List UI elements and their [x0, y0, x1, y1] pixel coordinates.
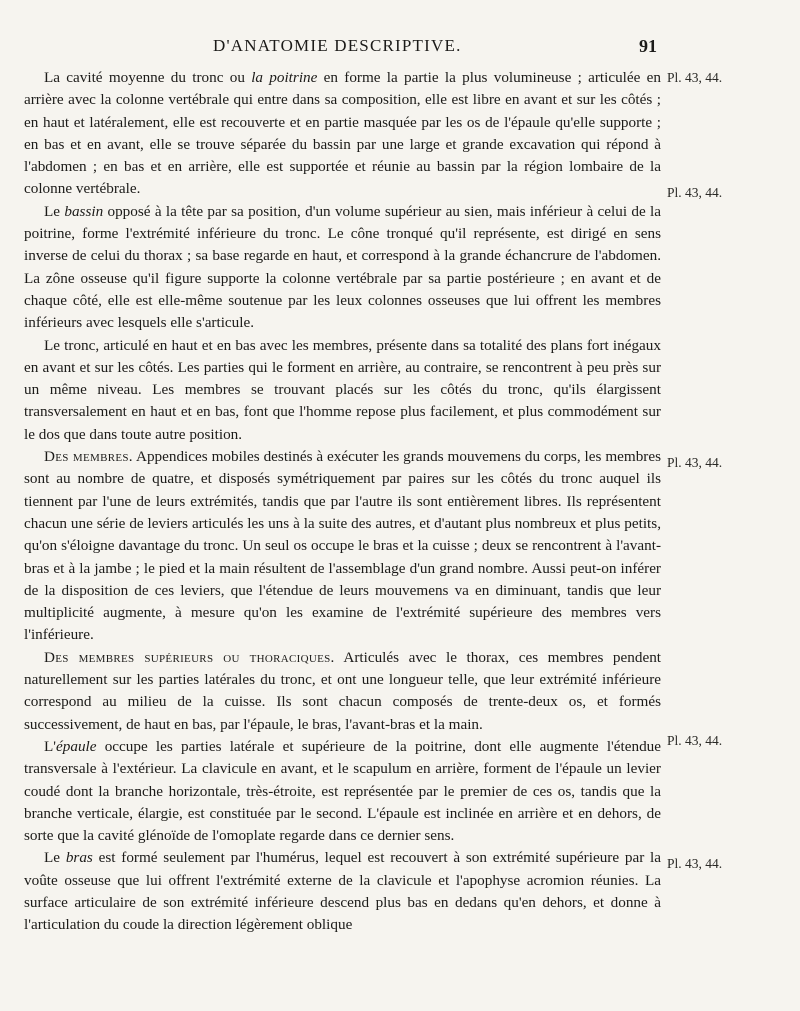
- paragraph-membres: [24, 446, 661, 647]
- term-poitrine: la poitrine: [251, 69, 318, 86]
- term-epaule: épaule: [56, 737, 97, 755]
- running-title: D'ANATOMIE DESCRIPTIVE.: [213, 36, 462, 55]
- margin-plate-reference: Pl. 43, 44.: [667, 455, 723, 470]
- section-heading-membres-superieurs: Des membres supérieurs ou thoraciques.: [44, 648, 335, 666]
- body-text: [24, 67, 661, 937]
- paragraph-text: en forme la partie la plus volumineuse ; articulée en arrière avec la colonne vertébrale qui entre dans sa composition, elle est libre en avant et sur les côtés ; en haut et latéralement, elle est recouverte et en partie masquée par les os de l'épaule qu'elle supporte ; en bas et en avant, elle se trouve séparée du bassin par une large et grande excavation qui répond à l'abdomen ; en bas et en arrière, elle est supportée et réunie au bassin par la région lombaire de la colonne vertébrale.: [24, 69, 661, 198]
- margin-plate-reference: Pl. 43, 44.: [667, 70, 723, 85]
- paragraph-tronc: [24, 335, 661, 446]
- margin-plate-reference: Pl. 43, 44.: [667, 185, 723, 200]
- paragraph-bras: [24, 847, 661, 936]
- paragraph-epaule: [24, 736, 661, 847]
- paragraph-lead: Le: [44, 849, 66, 867]
- paragraph-text: Appendices mobiles destinés à exécuter les grands mouvemens du corps, les membres sont au nombre de quatre, et disposés symétriquement par paires sur les côtés du tronc auquel ils tiennent par l'une de leurs extrémités, tandis que par l'autre ils sont entièrement libres. Ils représentent chacun une série de leviers articulés les uns à la suite des autres, et d'autant plus nombreux et plus petits, qu'on s'éloigne davantage du tronc. Un seul os occupe le bras et la cuisse ; deux se rencontrent à l'avant-bras et à la jambe ; le pied et la main résultent de l'assemblage d'un grand nombre. Aussi peut-on inférer de la disposition de ces leviers, que l'étendue de leurs mouvemens va en diminuant, tandis que leur multiplicité augmente, à mesure qu'on les examine de l'extrémité supérieure des membres vers l'inférieure.: [24, 448, 661, 644]
- paragraph-lead: Le: [44, 202, 65, 220]
- section-heading-membres: Des membres.: [44, 448, 133, 466]
- paragraph-bassin: [24, 201, 661, 335]
- margin-plate-reference: Pl. 43, 44.: [667, 733, 723, 748]
- paragraph-text: opposé à la tête par sa position, d'un volume supérieur au sien, mais inférieur à celui de la poitrine, forme l'extrémité inférieure du tronc. Le cône tronqué qu'il représente, est dirigé en sens inverse de celui du thorax ; sa base regarde en haut, et correspond à la grande échancrure de l'abdomen. La zône osseuse qu'il figure supporte la colonne vertébrale par sa partie postérieure ; en avant et de chaque côté, elle est elle-même soutenue par les leux colonnes osseuses que lui offrent les membres inférieurs avec lesquels elle s'articule.: [24, 202, 661, 332]
- page-number: 91: [639, 36, 657, 56]
- term-bassin: bassin: [64, 202, 104, 220]
- paragraph-text: Le tronc, articulé en haut et en bas avec les membres, présente dans sa totalité des plans fort inégaux en avant et sur les côtés. Les parties qui le forment en arrière, au contraire, se rencontrent à peu près sur un même niveau. Les membres se trouvant placés sur les côtés du tronc, qu'ils élargissent transversalement en haut et en bas, font que l'homme repose plus facilement, et plus commodément sur le dos que dans toute autre position.: [24, 336, 661, 443]
- paragraph-text: occupe les parties latérale et supérieure de la poitrine, dont elle augmente l'étendue transversale à l'extérieur. La clavicule en avant, et le scapulum en arrière, forment de l'épaule un levier coudé dont la branche horizontale, très-étroite, est représentée par le premier de ces os, tandis que la branche verticale, élargie, est constituée par le second. L'épaule est inclinée en arrière et en dehors, de sorte que la cavité glénoïde de l'omoplate regarde dans ce dernier sens.: [24, 737, 661, 845]
- paragraph-lead: La cavité moyenne du tronc ou: [44, 69, 252, 86]
- paragraph-text: est formé seulement par l'humérus, lequel est recouvert à son extrémité supérieure par la voûte osseuse que lui offrent l'extrémité externe de la clavicule et l'apophyse acromion réunies. La surface articulaire de son extrémité inférieure descend plus bas en dedans qu'en dehors, et donne à l'articulation du coude la direction légèrement oblique: [24, 849, 661, 934]
- margin-plate-reference: Pl. 43, 44.: [667, 856, 723, 871]
- paragraph-lead: L': [44, 737, 57, 755]
- term-bras: bras: [65, 849, 93, 867]
- paragraph-membres-superieurs: [24, 647, 661, 736]
- paragraph-poitrine: [24, 67, 661, 201]
- paragraph-text: Articulés avec le thorax, ces membres pendent naturellement sur les parties latérales du tronc, et ont une longueur telle, que leur extrémité inférieure correspond au milieu de la cuisse. Ils sont chacun composés de trente-deux os, et formés successivement, de haut en bas, par l'épaule, le bras, l'avant-bras et la main.: [24, 648, 662, 733]
- page-header: [0, 36, 800, 62]
